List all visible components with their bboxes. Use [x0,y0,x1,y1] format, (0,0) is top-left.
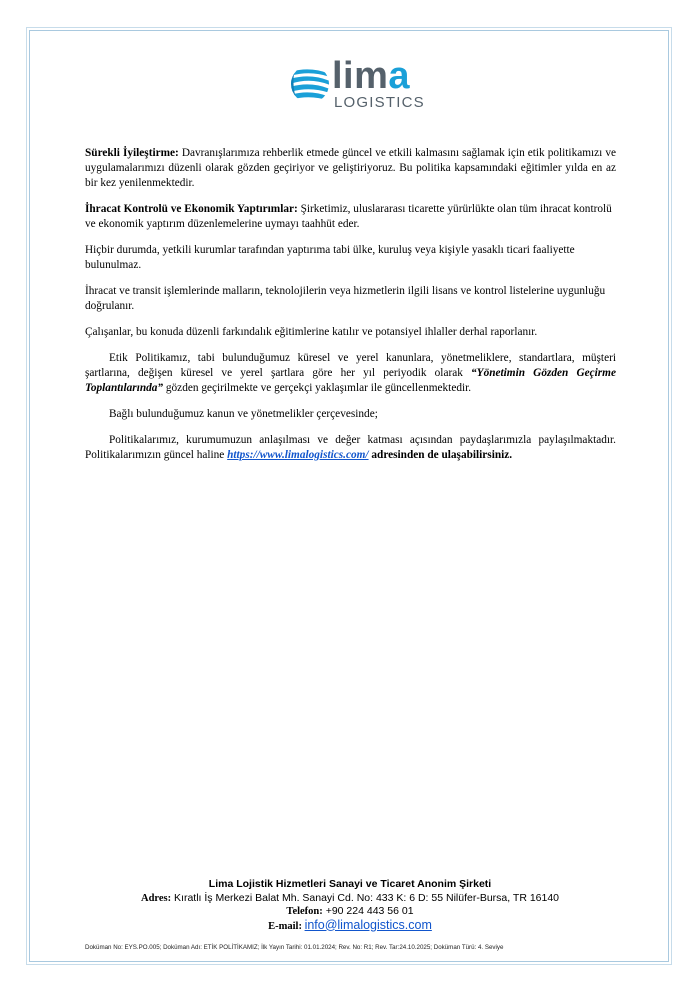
paragraph-hicbir-durumda: Hiçbir durumda, yetkili kurumlar tarafından yaptırıma tabi ülke, kuruluş veya kişiyle yasaklı ticari faaliyette bulunulmaz. [85,244,575,271]
phone-value: +90 224 443 56 01 [322,905,414,917]
logo-subtitle: LOGISTICS [334,94,425,111]
section-text: Politikalarımız, kurumumuzun anlaşılması ve değer katması açısından paydaşlarımızla paylaşılmaktadır. Politikalarımızın güncel haline [85,434,616,461]
logo-wordmark: lima [332,55,411,97]
section-text: Davranışlarımıza rehberlik etmede güncel ve etkili kalmasını sağlamak için etik politikamızı ve uygulamalarımızı düzenli olarak gözden geçiriyor ve geliştiriyoruz. Bu politika kapsamındaki eğitimler yılda en az bir kez yenilenmektedir. [85,147,617,189]
document-body [85,146,616,474]
emphasis-text: “Yönetimin Gözden Geçirme Toplantılarında” [85,367,616,394]
document-metadata: Doküman No: EYS.PO.005; Doküman Adı: ETİK POLİTİKAMIZ; İlk Yayın Tarihi: 01.01.2024; Rev. No: R1; Rev. Tar:24.10.2025; Doküman Türü: 4. Seviye [85,944,504,951]
footer-phone [60,905,640,919]
footer-email [60,919,640,934]
section-text: adresinden de ulaşabilirsiniz. [368,449,513,461]
paragraph-ihracat-kontrolu [85,202,616,232]
footer [60,878,640,933]
address-label: Adres: [140,892,172,904]
section-text: Etik Politikamız, tabi bulunduğumuz küresel ve yerel kanunlara, yönetmeliklere, standartlara, müşteri şartlarına, değişen küresel ve yerel şartlara göre her yıl periyodik olarak [85,352,616,379]
section-title: İhracat Kontrolü ve Ekonomik Yaptırımlar: [85,203,298,215]
address-value: Kıratlı İş Merkezi Balat Mh. Sanayi Cd. No: 433 K: 6 D: 55 Nilüfer-Bursa, TR 16140 [171,891,560,904]
paragraph-calisanlar: Çalışanlar, bu konuda düzenli farkındalık eğitimlerine katılır ve potansiyel ihlaller derhal raporlanır. [85,326,538,338]
globe-logo-icon [288,62,332,106]
paragraph-bagli: Bağlı bulunduğumuz kanun ve yönetmelikler çerçevesinde; [109,408,378,420]
paragraph-surekli-iyilestirme [85,146,616,191]
section-title: Sürekli İyileştirme: [85,147,179,159]
website-link[interactable]: https://www.limalogistics.com/ [227,449,369,461]
company-logo [288,55,425,117]
section-text: gözden geçirilmekte ve gerçekçi yaklaşımlar ile güncellenmektedir. [163,382,472,394]
email-label: E-mail: [268,920,302,932]
paragraph-transit: İhracat ve transit işlemlerinde malların, teknolojilerin veya hizmetlerin ilgili lisans ve kontrol listelerine uygunluğu doğrulanır. [85,285,606,312]
footer-company-name: Lima Lojistik Hizmetleri Sanayi ve Ticaret Anonim Şirketi [208,878,492,890]
phone-label: Telefon: [286,906,323,917]
section-text: Şirketimiz, uluslararası ticarette yürürlükte olan tüm ihracat kontrolü ve ekonomik yaptırım düzenlemelerine uymayı taahhüt eder. [85,203,612,230]
email-link[interactable]: info@limalogistics.com [304,917,432,932]
paragraph-etik-politika [85,351,616,396]
footer-address [60,892,640,906]
paragraph-politikalar [85,433,616,463]
